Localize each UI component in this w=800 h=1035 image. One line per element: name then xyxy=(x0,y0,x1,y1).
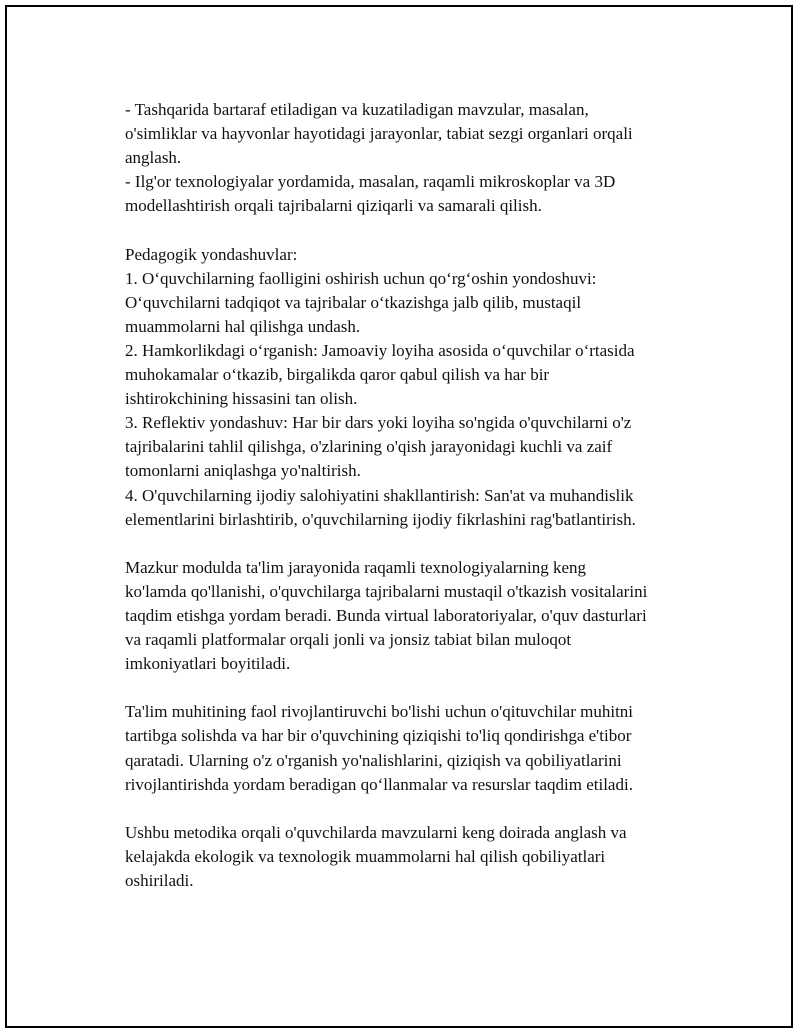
text-line: tartibga solishda va har bir o'quvchining qiziqishi to'liq qondirishga e'tibor xyxy=(125,726,632,746)
text-line: modellashtirish orqali tajribalarni qiziqarli va samarali qilish. xyxy=(125,196,542,216)
text-line: ishtirokchining hissasini tan olish. xyxy=(125,389,358,409)
text-line: Ta'lim muhitining faol rivojlantiruvchi bo'lishi uchun o'qituvchilar muhitni xyxy=(125,702,634,722)
paragraph-observation-topics xyxy=(125,98,705,218)
text-line: O‘quvchilarni tadqiqot va tajribalar o‘tkazishga jalb qilib, mustaqil xyxy=(125,292,582,312)
text-line: Mazkur modulda ta'lim jarayonida raqamli texnologiyalarning keng xyxy=(125,557,586,577)
text-line: tajribalarini tahlil qilishga, o'zlarining o'qish jarayonidagi kuchli va zaif xyxy=(125,437,613,457)
paragraph-gap xyxy=(125,532,705,556)
paragraph-gap xyxy=(125,218,705,242)
text-line: taqdim etishga yordam beradi. Bunda virtual laboratoriyalar, o'quv dasturlari xyxy=(125,605,647,625)
text-line: Pedagogik yondashuvlar: xyxy=(125,244,298,264)
text-line: imkoniyatlari boyitiladi. xyxy=(125,654,291,674)
text-line: anglash. xyxy=(125,148,182,168)
paragraph-gap xyxy=(125,797,705,821)
paragraph-pedagogical-approaches xyxy=(125,243,705,532)
text-line: 1. O‘quvchilarning faolligini oshirish uchun qo‘rg‘oshin yondoshuvi: xyxy=(125,268,597,288)
text-line: muammolarni hal qilishga undash. xyxy=(125,316,361,336)
text-line: o'simliklar va hayvonlar hayotidagi jarayonlar, tabiat sezgi organlari orqali xyxy=(125,124,633,144)
text-line: Ushbu metodika orqali o'quvchilarda mavzularni keng doirada anglash va xyxy=(125,822,627,842)
text-line: ko'lamda qo'llanishi, o'quvchilarga tajribalarni mustaqil o'tkazish vositalarini xyxy=(125,581,648,601)
text-line: elementlarini birlashtirib, o'quvchilarning ijodiy fikrlashini rag'batlantirish. xyxy=(125,509,636,529)
text-line: 4. O'quvchilarning ijodiy salohiyatini shakllantirish: San'at va muhandislik xyxy=(125,485,634,505)
text-line: 2. Hamkorlikdagi o‘rganish: Jamoaviy loyiha asosida o‘quvchilar o‘rtasida xyxy=(125,340,635,360)
document-body xyxy=(125,98,705,893)
text-line: qaratadi. Ularning o'z o'rganish yo'nalishlarini, qiziqish va qobiliyatlarini xyxy=(125,750,622,770)
text-line: va raqamli platformalar orqali jonli va jonsiz tabiat bilan muloqot xyxy=(125,630,572,650)
paragraph-digital-technologies xyxy=(125,556,705,676)
text-line: - Tashqarida bartaraf etiladigan va kuzatiladigan mavzular, masalan, xyxy=(125,100,589,119)
text-line: tomonlarni aniqlashga yo'naltirish. xyxy=(125,461,361,481)
text-line: 3. Reflektiv yondashuv: Har bir dars yoki loyiha so'ngida o'quvchilarni o'z xyxy=(125,413,632,433)
text-line: muhokamalar o‘tkazib, birgalikda qaror qabul qilish va har bir xyxy=(125,365,550,385)
page-frame xyxy=(5,5,793,1028)
text-line: rivojlantirishda yordam beradigan qo‘llanmalar va resurslar taqdim etiladi. xyxy=(125,774,633,794)
text-line: kelajakda ekologik va texnologik muammolarni hal qilish qobiliyatlari xyxy=(125,846,606,866)
text-line: - Ilg'or texnologiyalar yordamida, masalan, raqamli mikroskoplar va 3D xyxy=(125,172,616,192)
paragraph-gap xyxy=(125,676,705,700)
text-line: oshiriladi. xyxy=(125,871,194,890)
paragraph-learning-environment xyxy=(125,700,705,796)
paragraph-methodology-conclusion xyxy=(125,821,705,893)
